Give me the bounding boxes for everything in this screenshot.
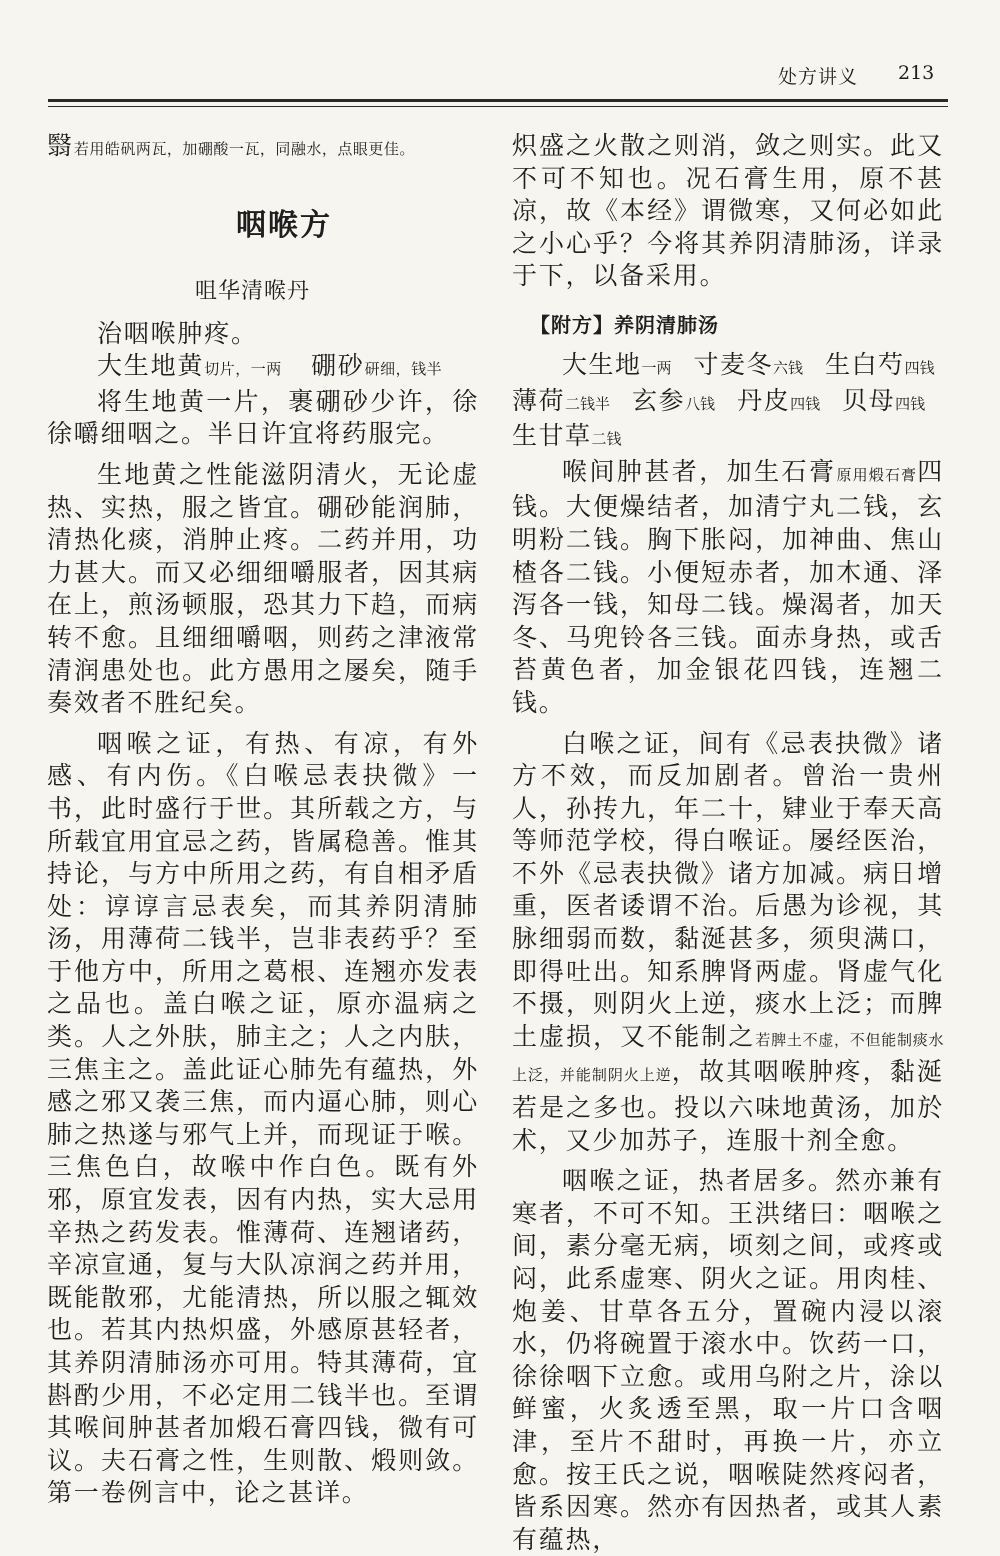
- header-rule-thick: [48, 99, 948, 102]
- herb-item: 丹皮四钱: [737, 385, 821, 415]
- ingredient-note: 切片，一两: [204, 360, 282, 379]
- herb-item: 生白芍四钱: [825, 349, 935, 379]
- section-title: 咽喉方: [236, 207, 332, 243]
- page-header: [0, 0, 1000, 100]
- herb-item: 薄荷二钱半: [512, 385, 611, 415]
- right-column: [512, 130, 944, 1554]
- herb-item: 寸麦冬六钱: [693, 349, 804, 379]
- continued-paragraph: 炽盛之火散之则消，敛之则实。此又不可不知也。况石膏生用，原不甚凉，故《本经》谓微寒，又何必如此之小心乎？今将其养阴清肺汤，详录于下，以备采用。: [512, 131, 944, 291]
- ingredient-name: 硼砂: [310, 351, 365, 381]
- header-rule-thin: [48, 106, 948, 107]
- indication: 治咽喉肿疼。: [97, 318, 258, 348]
- lead-note: 若用皓矾两瓦，加硼酸一瓦，同融水，点眼更佳。: [73, 140, 415, 158]
- ingredient-line: [47, 350, 479, 386]
- discussion-paragraph: 咽喉之证，有热、有凉，有外感、有内伤。《白喉忌表抉微》一书，此时盛行于世。其所载之方，与所载宜用宜忌之药，皆属稳善。惟其持论，与方中所用之药，有自相矛盾处：谆谆言忌表矣，而其养阴清肺汤，用薄荷二钱半，岂非表药乎？至于他方中，所用之葛根、连翘亦发表之品也。盖白喉之证，原亦温病之类。人之外肤，肺主之；人之内肤，三焦主之。盖此证心肺先有蕴热，外感之邪又袭三焦，而内逼心肺，则心肺之热遂与邪气上并，而现证于喉。三焦色白，故喉中作白色。既有外邪，原宜发表，因有内热，实大忌用辛热之药发表。惟薄荷、连翘诸药，辛凉宣通，复与大队凉润之药并用，既能散邪，尤能清热，所以服之辄效也。若其内热炽盛，外感原甚轻者，其养阴清肺汤亦可用。特其薄荷，宜斟酌少用，不必定用二钱半也。至谓其喉间肿甚者加煅石膏四钱，微有可议。夫石膏之性，生则散、煅则敛。第一卷例言中，论之甚详。: [47, 728, 479, 1508]
- ingredient-name: 大生地黄: [97, 351, 205, 381]
- herb-item: 大生地一两: [562, 349, 672, 379]
- herb-item: 玄参八钱: [632, 385, 716, 415]
- herb-row: [512, 385, 944, 421]
- herb-row: [512, 420, 944, 456]
- page-number: 213: [898, 62, 935, 84]
- left-column: [47, 130, 479, 1508]
- ingredient-note: 研细，钱半: [364, 360, 443, 379]
- case-paragraph: 白喉之证，间有《忌表抉微》诸方不效，而反加剧者。曾治一贵州人，孙抟九，年二十，肄业于奉天高等师范学校，得白喉证。屡经医治，不外《忌表抉微》诸方加减。病日增重，医者诿谓不治。后愚为诊视，其脉细弱而数，黏涎甚多，须臾满口，即得吐出。知系脾肾两虚。肾虚气化不摄，则阴火上逆，痰水上泛；而脾土虚损，又不能制之若脾土不虚，不但能制痰水上泛，并能制阴火上逆，故其咽喉肿疼，黏涎若是之多也。投以六味地黄汤，加於术，又少加苏子，连服十剂全愈。: [512, 728, 944, 1155]
- herb-row: [512, 349, 944, 385]
- herb-item: 生甘草二钱: [512, 421, 622, 451]
- formula-title: 咀华清喉丹: [195, 278, 311, 304]
- herb-item: 贝母四钱: [842, 385, 926, 415]
- cold-type-paragraph: 咽喉之证，热者居多。然亦兼有寒者，不可不知。王洪绪曰：咽喉之间，素分毫无病，顷刻之间，或疼或闷，此系虚寒、阴火之证。用肉桂、炮姜、甘草各五分，置碗内浸以滚水，仍将碗置于滚水中。饮药一口，徐徐咽下立愈。或用乌附之片，涂以鲜蜜，火炙透至黑，取一片口含咽津，至片不甜时，再换一片，亦立愈。按王氏之说，咽喉陡然疼闷者，皆系因寒。然亦有因热者，或其人素有蕴热，: [512, 1166, 944, 1554]
- lead-char: 翳: [47, 131, 74, 160]
- appended-formula-label: 【附方】养阴清肺汤: [530, 312, 719, 337]
- running-title: 处方讲义: [778, 66, 859, 88]
- modification-paragraph: 喉间肿甚者，加生石膏原用煅石膏四钱。大便燥结者，加清宁丸二钱，玄明粉二钱。胸下胀闷，加神曲、焦山楂各二钱。小便短赤者，加木通、泽泻各一钱，知母二钱。燥渴者，加天冬、马兜铃各三钱。面赤身热，或舌苔黄色者，加金银花四钱，连翘二钱。: [512, 456, 944, 717]
- explanation-paragraph: 生地黄之性能滋阴清火，无论虚热、实热，服之皆宜。硼砂能润肺，清热化痰，消肿止疼。二药并用，功力甚大。而又必细细嚼服者，因其病在上，煎汤顿服，恐其力下趋，而病转不愈。且细细嚼咽，则药之津液常清润患处也。此方愚用之屡矣，随手奏效者不胜纪矣。: [47, 459, 479, 718]
- method-paragraph: 将生地黄一片，裹硼砂少许，徐徐嚼细咽之。半日许宜将药服完。: [47, 386, 479, 449]
- lead-line: [47, 130, 479, 166]
